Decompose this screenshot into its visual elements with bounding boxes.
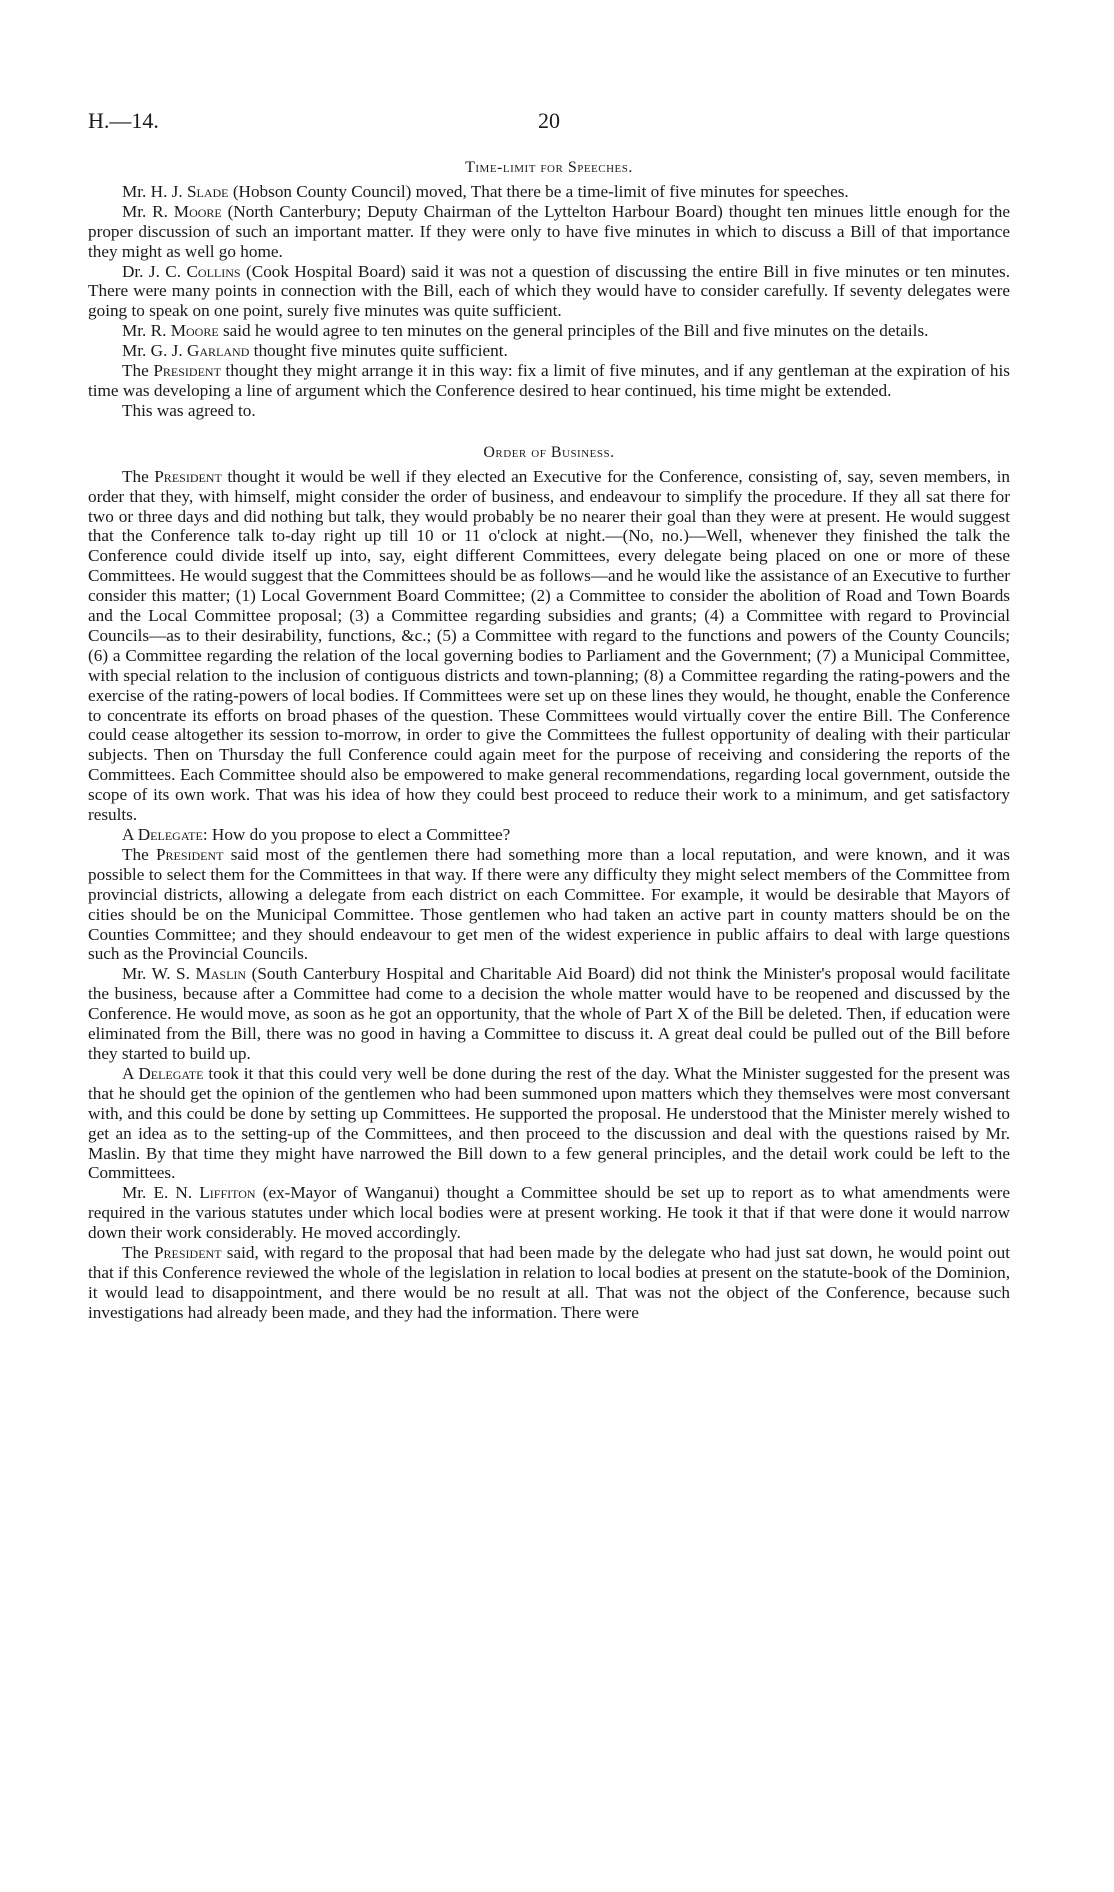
paragraph-text: thought five minutes quite sufficient. <box>249 341 508 361</box>
paragraph-text: This was agreed to. <box>122 400 256 420</box>
speaker-name: Delegate <box>138 1063 204 1083</box>
paragraph <box>88 182 1010 202</box>
paragraph-text: thought they might arrange it in this way: fix a limit of five minutes, and if any gentleman at the expiration of his time was developing a line of argument which the Conference desired to hear continued, his time might be extended. <box>88 361 1010 400</box>
speaker-prefix: Mr. E. N. <box>122 1183 200 1203</box>
paragraph <box>88 321 1010 341</box>
paragraph-text: (Hobson County Council) moved, That there be a time-limit of five minutes for speeches. <box>228 181 849 201</box>
speaker-prefix: Mr. R. <box>122 201 174 221</box>
speaker-name: Slade <box>186 181 229 201</box>
paragraph-text: (North Canterbury; Deputy Chairman of the Lyttelton Harbour Board) thought ten minues little enough for the proper discussion of such an important matter. If they were only to have five minutes in which to discuss a Bill of that importance they might as well go home. <box>88 201 1010 261</box>
speaker-prefix: A <box>122 1063 139 1083</box>
paragraph-text: took it that this could very well be done during the rest of the day. What the Minister suggested for the present was that he should get the opinion of the gentlemen who had been summoned upon matters which they themselves were most conversant with, and this could be done by setting up Committees. He supported the proposal. He understood that the Minister merely wished to get an idea as to the setting-up of the Committees, and then proceed to the discussion and deal with the questions raised by Mr. Maslin. By that time they might have narrowed the Bill down to a few general principles, and the detail work could be left to the Committees. <box>88 1063 1010 1183</box>
speaker-name: President <box>154 466 222 486</box>
paragraph-text: (Cook Hospital Board) said it was not a question of discussing the entire Bill in five minutes or ten minutes. There were many points in connection with the Bill, each of which they would have to consider carefully. If seventy delegates were going to speak on one point, surely five minutes was quite sufficient. <box>88 261 1010 321</box>
paragraph <box>88 1183 1010 1243</box>
speaker-prefix: The <box>122 466 155 486</box>
speaker-name: Moore <box>173 201 222 221</box>
speaker-prefix: Mr. R. <box>122 321 171 341</box>
paragraph <box>88 361 1010 401</box>
paragraph-text: (ex-Mayor of Wanganui) thought a Committee should be set up to report as to what amendments were required in the various statutes under which local bodies were at present working. He took it that if that were done it would narrow down their work considerably. He moved accordingly. <box>88 1183 1011 1243</box>
paragraph <box>88 845 1010 964</box>
document-body <box>88 158 1010 1323</box>
speaker-prefix: The <box>122 361 154 381</box>
speaker-prefix: The <box>122 844 156 864</box>
page-header <box>88 108 1010 138</box>
speaker-name: President <box>155 844 224 864</box>
paragraph-text: : How do you propose to elect a Committee? <box>202 825 511 844</box>
speaker-prefix: Mr. H. J. <box>122 181 187 201</box>
section-heading: Order of Business. <box>483 443 615 461</box>
speaker-prefix: Dr. J. C. <box>122 261 187 281</box>
paragraph <box>88 202 1010 262</box>
speaker-name: Maslin <box>195 964 247 984</box>
speaker-prefix: Mr. G. J. <box>122 341 187 361</box>
speaker-name: Liffiton <box>199 1183 256 1203</box>
paragraph-text: said, with regard to the proposal that had been made by the delegate who had just sat down, he would point out that if this Conference reviewed the whole of the legislation in relation to local bodies at present on the statute-book of the Dominion, it would lead to disappointment, and there would be no result at all. That was not the object of the Conference, because such investigations had already been made, and they had the information. There were <box>88 1243 1011 1322</box>
paragraph-text: said most of the gentlemen there had something more than a local reputation, and were known, and it was possible to select them for the Committees in that way. If there were any difficulty they might select members of the Committee from provincial districts, allowing a delegate from each district on each Committee. For example, it would be desirable that Mayors of cities should be on the Municipal Committee. Those gentlemen who had taken an active part in county matters should be on the Counties Committee; and they should endeavour to get men of the widest experience in public affairs to deal with large questions such as the Provincial Councils. <box>88 844 1010 964</box>
paragraph <box>88 825 1010 845</box>
speaker-prefix: A <box>122 825 138 844</box>
speaker-name: Garland <box>186 341 250 361</box>
speaker-name: Delegate <box>137 825 203 844</box>
speaker-prefix: The <box>122 1243 154 1263</box>
paragraph <box>88 467 1010 825</box>
paragraph-text: (South Canterbury Hospital and Charitable Aid Board) did not think the Minister's proposal would facilitate the business, because after a Committee had come to a decision the whole matter would have to be reopened and discussed by the Conference. He would move, as soon as he got an opportunity, that the whole of Part X of the Bill be deleted. Then, if education were eliminated from the Bill, there was no good in having a Committee to discuss it. A great deal could be pulled out of the Bill before they started to build up. <box>88 964 1011 1063</box>
section-heading: Time-limit for Speeches. <box>465 159 633 176</box>
page-number: 20 <box>538 108 560 133</box>
speaker-prefix: Mr. W. S. <box>122 964 196 984</box>
speaker-name: President <box>153 1243 222 1263</box>
paragraph <box>88 964 1010 1064</box>
speaker-name: President <box>153 361 221 381</box>
speaker-name: Moore <box>170 321 219 341</box>
paragraph-text: said he would agree to ten minutes on the general principles of the Bill and five minutes on the details. <box>218 321 929 341</box>
paragraph-text: thought it would be well if they elected an Executive for the Conference, consisting of, say, seven members, in order that they, with himself, might consider the order of business, and endeavour to simplify the procedure. If they all sat there for two or three days and did nothing but talk, they would probably be no nearer their goal than they were at present. He would suggest that the Conference talk to-day right up till 10 or 11 o'clock at night.—(No, no.)—Well, whenever they finished the talk the Conference could divide itself up into, say, eight different Committees, every delegate being placed on one or more of these Committees. He would suggest that the Committees should be as follows—and he would like the assistance of an Executive to further consider this matter; (1) Local Government Board Committee; (2) a Committee to consider the abolition of Road and Town Boards and the Local Committee proposal; (3) a Committee regarding subsidies and grants; (4) a Committee with regard to Provincial Councils—as to their desirability, functions, &c.; (5) a Committee with regard to the functions and powers of the County Councils; (6) a Committee regarding the relation of the local governing bodies to Parliament and the Government; (7) a Municipal Committee, with special relation to the inclusion of contiguous districts and town-planning; (8) a Committee regarding the rating-powers and the exercise of the rating-powers of local bodies. If Committees were set up on these lines they would, he thought, enable the Conference to concentrate its efforts on broad phases of the question. These Committees would virtually cover the entire Bill. The Conference could cease altogether its session to-morrow, in order to give the Committees the fullest opportunity of dealing with their particular subjects. Then on Thursday the full Conference could again meet for the purpose of receiving and considering the reports of the Committees. Each Committee should also be empowered to make general recommendations, regarding local government, outside the scope of its own work. That was his idea of how they could best proceed to reduce their work to a minimum, and get satisfactory results. <box>88 466 1010 825</box>
document-reference: H.—14. <box>88 108 159 133</box>
paragraph <box>88 401 1010 421</box>
speaker-name: Collins <box>186 261 241 281</box>
paragraph <box>88 1064 1010 1183</box>
paragraph <box>88 1243 1010 1323</box>
paragraph <box>88 262 1010 322</box>
paragraph <box>88 341 1010 361</box>
document-page <box>88 0 1010 1892</box>
